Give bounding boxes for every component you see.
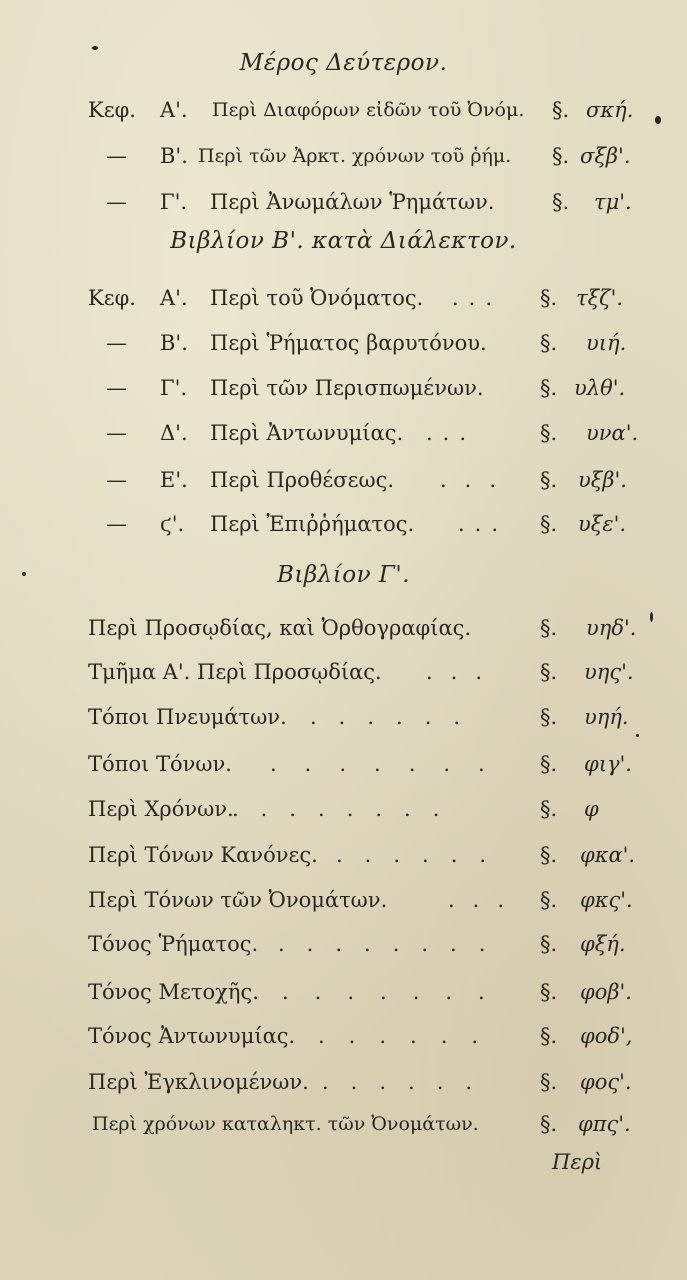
entry-number: φκς'. bbox=[580, 888, 633, 912]
book-two-heading: Βιβλίον Β'. κατὰ Διάλεκτον. bbox=[170, 228, 517, 254]
entry-number: υηή. bbox=[584, 705, 629, 729]
toc-entry bbox=[0, 462, 687, 498]
leader-dots: ...... bbox=[318, 1024, 503, 1048]
ink-speck bbox=[650, 612, 653, 622]
entry-title: Τόνος Ἀντωνυμίας. bbox=[88, 1024, 296, 1048]
section-sign: §. bbox=[552, 190, 570, 214]
entry-prefix: — bbox=[106, 144, 127, 168]
entry-title: Περὶ Χρόνων. bbox=[88, 797, 234, 821]
leader-dots: ....... bbox=[282, 980, 511, 1004]
catchword: Περὶ bbox=[552, 1150, 603, 1174]
section-sign: §. bbox=[552, 144, 570, 168]
section-sign: §. bbox=[540, 376, 558, 400]
section-sign: §. bbox=[540, 286, 558, 310]
leader-dots: ... bbox=[426, 421, 477, 445]
entry-letter: Ε'. bbox=[160, 468, 188, 492]
entry-number: φιγ'. bbox=[584, 752, 632, 776]
entry-letter: Γ'. bbox=[160, 376, 188, 400]
entry-number: φ bbox=[584, 797, 599, 821]
toc-entry bbox=[0, 92, 687, 128]
ink-speck bbox=[22, 572, 26, 576]
section-sign: §. bbox=[540, 1024, 558, 1048]
entry-title: Περὶ Ἐπιῤῥήματος. bbox=[210, 512, 415, 536]
section-sign: §. bbox=[552, 98, 570, 122]
entry-number: φπς'. bbox=[578, 1112, 631, 1136]
entry-letter: Δ'. bbox=[160, 421, 188, 445]
entry-prefix: — bbox=[106, 421, 127, 445]
toc-entry bbox=[0, 882, 687, 918]
entry-number: φοβ'. bbox=[580, 980, 632, 1004]
entry-prefix: — bbox=[106, 331, 127, 355]
toc-entry bbox=[0, 699, 687, 735]
entry-title: Περὶ Προθέσεως. bbox=[210, 468, 395, 492]
leader-dots: ...... bbox=[336, 843, 509, 867]
toc-entry bbox=[0, 1064, 687, 1100]
entry-number: τξζ'. bbox=[576, 286, 624, 310]
part-heading: Μέρος Δεύτερον. bbox=[239, 50, 448, 76]
entry-title: Τόποι Τόνων. bbox=[88, 752, 232, 776]
entry-prefix: — bbox=[106, 468, 127, 492]
leader-dots: ....... bbox=[270, 752, 513, 776]
leader-dots: ... bbox=[452, 286, 503, 310]
toc-entry bbox=[0, 370, 687, 406]
entry-letter: ϛ'. bbox=[160, 512, 185, 536]
entry-title: Περὶ Τόνων τῶν Ὀνομάτων. bbox=[88, 888, 388, 912]
section-sign: §. bbox=[540, 616, 558, 640]
entry-title: Περὶ Ἐγκλινομένων. bbox=[88, 1070, 309, 1094]
section-sign: §. bbox=[540, 843, 558, 867]
leader-dots: ... bbox=[426, 660, 501, 684]
toc-entry bbox=[0, 837, 687, 873]
leader-dots: ...... bbox=[310, 705, 483, 729]
entry-number: υξβ'. bbox=[578, 468, 627, 492]
entry-title: Περὶ Προσῳδίας, καὶ Ὀρθογραφίας. bbox=[88, 616, 472, 640]
entry-number: υης'. bbox=[584, 660, 634, 684]
toc-entry bbox=[0, 746, 687, 782]
toc-entry bbox=[0, 654, 687, 690]
ink-speck bbox=[636, 734, 639, 737]
entry-title: Περὶ τῶν Ἀρκτ. χρόνων τοῦ ῥήμ. bbox=[198, 145, 512, 167]
ink-speck bbox=[92, 46, 98, 50]
section-sign: §. bbox=[540, 660, 558, 684]
entry-number: υνα'. bbox=[586, 421, 639, 445]
toc-entry bbox=[0, 791, 687, 827]
leader-dots: ........ bbox=[232, 797, 462, 821]
entry-number: υιή. bbox=[586, 331, 627, 355]
entry-number: φοδ', bbox=[580, 1024, 633, 1048]
section-sign: §. bbox=[540, 888, 558, 912]
entry-letter: Β'. bbox=[160, 331, 188, 355]
section-sign: §. bbox=[540, 980, 558, 1004]
section-sign: §. bbox=[540, 1112, 558, 1136]
entry-number: φκα'. bbox=[580, 843, 636, 867]
entry-title: Περὶ Ἀνωμάλων Ῥημάτων. bbox=[210, 190, 495, 214]
entry-title: Περὶ χρόνων καταληκτ. τῶν Ὀνομάτων. bbox=[92, 1113, 479, 1135]
entry-title: Τόνος Μετοχῆς. bbox=[88, 980, 259, 1004]
leader-dots: ...... bbox=[322, 1070, 495, 1094]
toc-entry bbox=[0, 184, 687, 220]
entry-title: Περὶ Διαφόρων εἰδῶν τοῦ Ὀνόμ. bbox=[212, 99, 525, 121]
entry-title: Περὶ Ῥήματος βαρυτόνου. bbox=[210, 331, 487, 355]
section-sign: §. bbox=[540, 932, 558, 956]
ink-speck bbox=[655, 116, 661, 124]
section-sign: §. bbox=[540, 512, 558, 536]
entry-number: υηδ'. bbox=[586, 616, 637, 640]
section-sign: §. bbox=[540, 1070, 558, 1094]
entry-number: υξε'. bbox=[578, 512, 627, 536]
entry-prefix: Κεφ. bbox=[88, 286, 136, 310]
entry-title: Περὶ Τόνων Κανόνες. bbox=[88, 843, 318, 867]
entry-title: Τόνος Ῥήματος. bbox=[88, 932, 259, 956]
entry-number: σξβ'. bbox=[580, 144, 631, 168]
entry-letter: Γ'. bbox=[160, 190, 188, 214]
toc-entry bbox=[0, 280, 687, 316]
toc-entry bbox=[0, 610, 687, 646]
entry-number: φος'. bbox=[580, 1070, 632, 1094]
toc-entry bbox=[0, 325, 687, 361]
section-sign: §. bbox=[540, 705, 558, 729]
entry-title: Περὶ Ἀντωνυμίας. bbox=[210, 421, 404, 445]
entry-number: σκή. bbox=[586, 98, 634, 122]
entry-letter: Β'. bbox=[160, 144, 188, 168]
entry-number: φξή. bbox=[580, 932, 626, 956]
entry-title: Περὶ τῶν Περισπωμένων. bbox=[210, 376, 484, 400]
toc-entry bbox=[0, 506, 687, 542]
toc-entry bbox=[0, 138, 687, 174]
toc-entry bbox=[0, 926, 687, 962]
section-sign: §. bbox=[540, 421, 558, 445]
entry-letter: Α'. bbox=[160, 98, 188, 122]
entry-number: υλθ'. bbox=[574, 376, 626, 400]
entry-prefix: — bbox=[106, 376, 127, 400]
entry-title: Τόποι Πνευμάτων. bbox=[88, 705, 287, 729]
entry-letter: Α'. bbox=[160, 286, 188, 310]
leader-dots: ... bbox=[448, 888, 523, 912]
section-sign: §. bbox=[540, 331, 558, 355]
entry-title: Περὶ τοῦ Ὀνόματος. bbox=[210, 286, 424, 310]
toc-entry bbox=[0, 415, 687, 451]
section-sign: §. bbox=[540, 797, 558, 821]
entry-title: Τμῆμα Α'. Περὶ Προσῳδίας. bbox=[88, 660, 382, 684]
leader-dots: ... bbox=[440, 468, 515, 492]
leader-dots: ........ bbox=[278, 932, 508, 956]
toc-entry bbox=[0, 1018, 687, 1054]
toc-entry bbox=[0, 1106, 687, 1142]
entry-prefix: — bbox=[106, 512, 127, 536]
entry-prefix: Κεφ. bbox=[88, 98, 136, 122]
entry-number: τμ'. bbox=[594, 190, 632, 214]
book-three-heading: Βιβλίον Γ'. bbox=[276, 562, 411, 588]
leader-dots: ... bbox=[458, 512, 509, 536]
section-sign: §. bbox=[540, 468, 558, 492]
toc-entry bbox=[0, 974, 687, 1010]
entry-prefix: — bbox=[106, 190, 127, 214]
section-sign: §. bbox=[540, 752, 558, 776]
